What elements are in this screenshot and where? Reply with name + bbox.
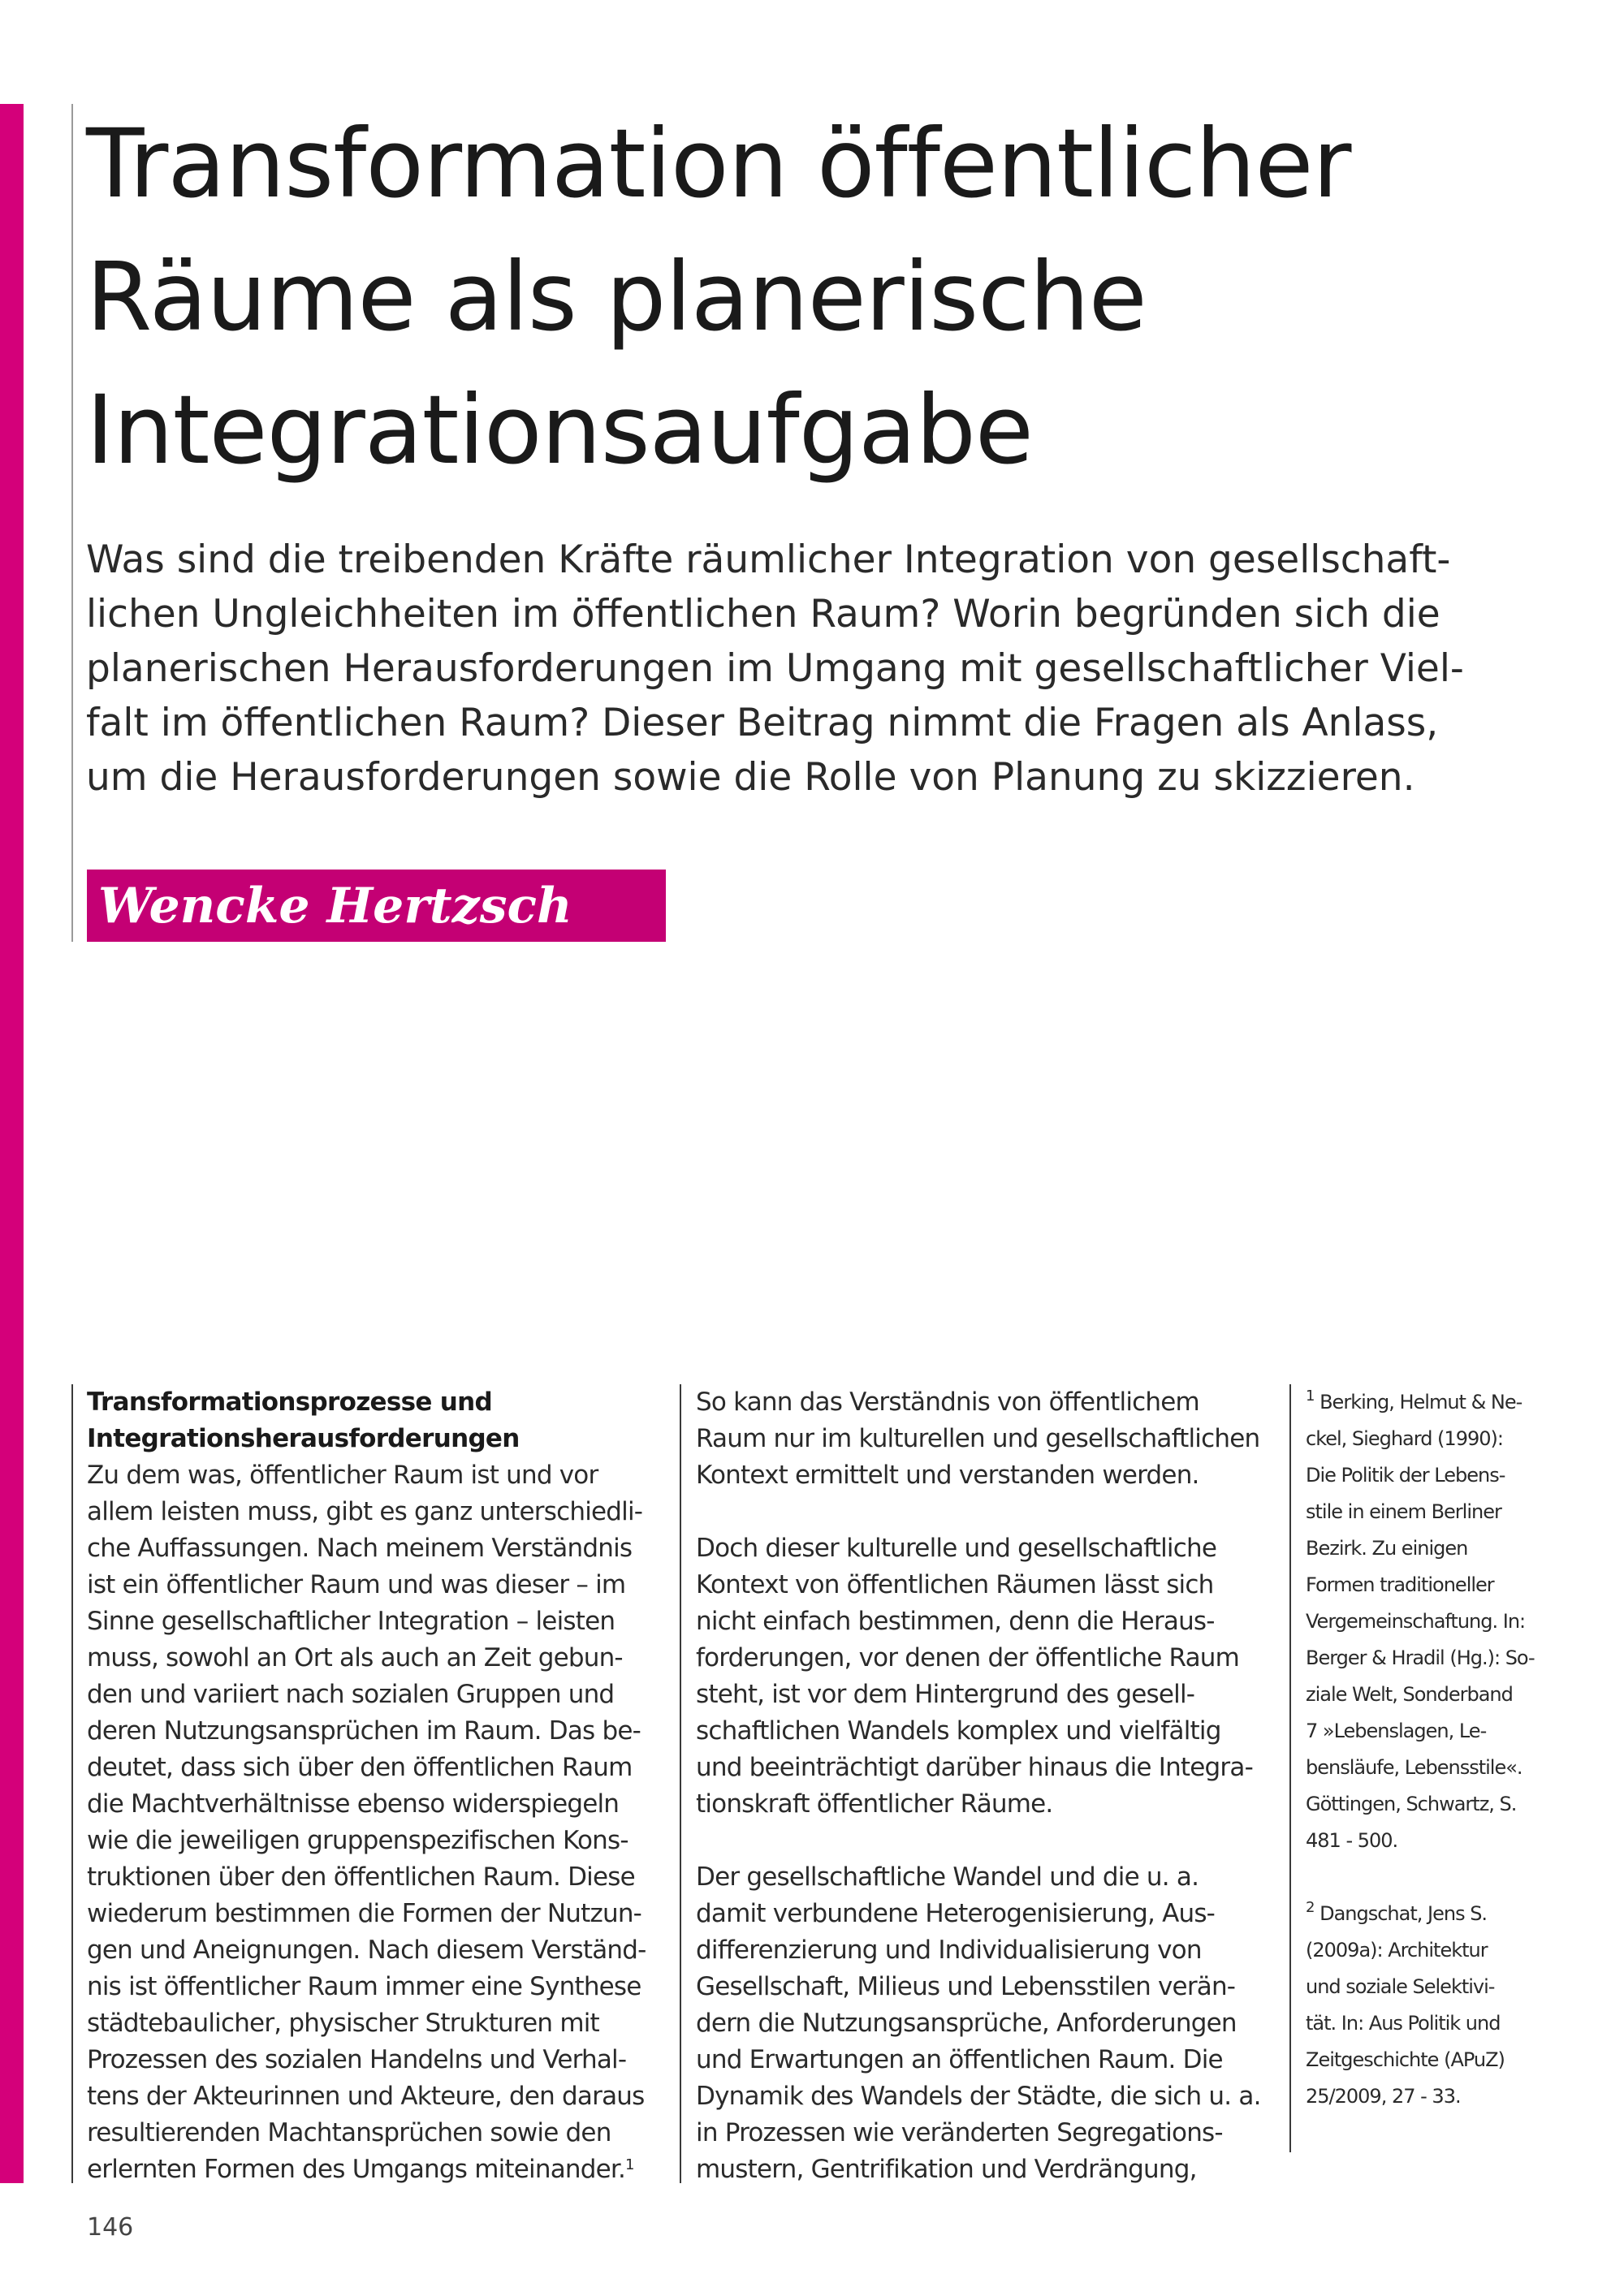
- page-number: 146: [87, 2213, 134, 2242]
- article-title: [86, 97, 1548, 497]
- magenta-accent-bar: [0, 104, 24, 2183]
- text-line: schaftlichen Wandels komplex und vielfältig: [696, 1716, 1221, 1746]
- footnote-text: 7 »Lebenslagen, Le-: [1306, 1720, 1487, 1742]
- footnote-gap: [1306, 1859, 1582, 1896]
- column-rule-2: [680, 1384, 681, 2183]
- text-line: wie die jeweiligen gruppenspezifischen Kons-: [87, 1826, 628, 1855]
- footnote-line: [1306, 1421, 1582, 1457]
- title-line: Transformation öffentlicher: [86, 108, 1351, 219]
- text-line: deutet, dass sich über den öffentlichen Raum: [87, 1753, 633, 1782]
- text-line: deren Nutzungsansprüchen im Raum. Das be-: [87, 1716, 641, 1746]
- author-name: Wencke Hertzsch: [98, 878, 572, 934]
- section-heading: [87, 1384, 672, 1457]
- text-line: Sinne gesellschaftlicher Integration – leisten: [87, 1607, 615, 1636]
- column-1-text: [87, 1457, 672, 2151]
- footnote-line: [1306, 1384, 1582, 1421]
- footnote-text: 481 - 500.: [1306, 1829, 1398, 1852]
- text-line: wiederum bestimmen die Formen der Nutzun-: [87, 1899, 642, 1928]
- text-line: städtebaulicher, physischer Strukturen mit: [87, 2009, 599, 2038]
- footnote-line: [1306, 1750, 1582, 1786]
- column-1-last-line: [87, 2151, 672, 2188]
- footnote-line: [1306, 2042, 1582, 2078]
- column-rule-3: [1289, 1384, 1291, 2152]
- footnote-text: Zeitgeschichte (APuZ): [1306, 2048, 1505, 2071]
- paragraph: [696, 1859, 1281, 2188]
- footnote-line: [1306, 1603, 1582, 1640]
- footnote-line: [1306, 1786, 1582, 1823]
- text-line: dern die Nutzungsansprüche, Anforderungen: [696, 2009, 1237, 2038]
- text-line: truktionen über den öffentlichen Raum. Diese: [87, 1862, 635, 1892]
- lead-line: um die Herausforderungen sowie die Rolle von Planung zu skizzieren.: [86, 755, 1415, 800]
- lead-line: falt im öffentlichen Raum? Dieser Beitrag nimmt die Fragen als Anlass,: [86, 701, 1439, 745]
- footnote-text: Berking, Helmut & Ne-: [1320, 1391, 1522, 1413]
- footnote-line: [1306, 2078, 1582, 2115]
- text-line: tens der Akteurinnen und Akteure, den daraus: [87, 2082, 645, 2111]
- footnote-number: 1: [1306, 1388, 1315, 1405]
- text-line: die Machtverhältnisse ebenso widerspiegeln: [87, 1789, 620, 1819]
- footnote-line: [1306, 1530, 1582, 1567]
- footnote-text: bensläufe, Lebensstile«.: [1306, 1756, 1522, 1779]
- text-line: steht, ist vor dem Hintergrund des gesell-: [696, 1680, 1195, 1709]
- text-line: den und variiert nach sozialen Gruppen und: [87, 1680, 615, 1709]
- text-line: Dynamik des Wandels der Städte, die sich u. a.: [696, 2082, 1261, 2111]
- text-line: Gesellschaft, Milieus und Lebensstilen verän-: [696, 1972, 1236, 2001]
- lead-line: lichen Ungleichheiten im öffentlichen Raum? Worin begründen sich die: [86, 592, 1440, 637]
- text-line: und beeinträchtigt darüber hinaus die Integra-: [696, 1753, 1253, 1782]
- text-line: nis ist öffentlicher Raum immer eine Synthese: [87, 1972, 641, 2001]
- author-box: [87, 870, 666, 942]
- footnote-line: [1306, 1677, 1582, 1713]
- footnote: [1306, 1896, 1582, 2115]
- footnote-text: 25/2009, 27 - 33.: [1306, 2085, 1461, 2108]
- paragraph: [696, 1384, 1281, 1494]
- footnote-text: und soziale Selektivi-: [1306, 1975, 1495, 1998]
- text-line: tionskraft öffentlicher Räume.: [696, 1789, 1053, 1819]
- body-column-1: [87, 1384, 672, 2188]
- footnote-number: 2: [1306, 1899, 1315, 1916]
- footnote-text: Formen traditioneller: [1306, 1573, 1494, 1596]
- footnote-line: [1306, 2005, 1582, 2042]
- body-column-2: [696, 1384, 1281, 2188]
- text-line: damit verbundene Heterogenisierung, Aus-: [696, 1899, 1216, 1928]
- text-line: differenzierung und Individualisierung von: [696, 1936, 1202, 1965]
- text-line: Zu dem was, öffentlicher Raum ist und vor: [87, 1461, 598, 1490]
- footnote-line: [1306, 1823, 1582, 1859]
- lead-line: Was sind die treibenden Kräfte räumlicher Integration von gesellschaft-: [86, 537, 1451, 582]
- column-rule-1: [71, 1384, 73, 2183]
- text-line: So kann das Verständnis von öffentlichem: [696, 1388, 1199, 1417]
- last-line-text: erlernten Formen des Umgangs miteinander.: [87, 2155, 626, 2184]
- footnote-text: tät. In: Aus Politik und: [1306, 2012, 1501, 2035]
- footnote-line: [1306, 1969, 1582, 2005]
- text-line: Doch dieser kulturelle und gesellschaftliche: [696, 1534, 1217, 1563]
- text-line: Prozessen des sozialen Handelns und Verhal-: [87, 2045, 627, 2074]
- footnote-text: Bezirk. Zu einigen: [1306, 1537, 1468, 1560]
- footnote-text: ckel, Sieghard (1990):: [1306, 1427, 1503, 1450]
- footnote-line: [1306, 1494, 1582, 1530]
- footnote-line: [1306, 1640, 1582, 1677]
- paragraph: [696, 1530, 1281, 1823]
- text-line: che Auffassungen. Nach meinem Verständnis: [87, 1534, 633, 1563]
- footnote-line: [1306, 1457, 1582, 1494]
- section-heading-line: Integrationsherausforderungen: [87, 1424, 520, 1453]
- footnote-text: Göttingen, Schwartz, S.: [1306, 1793, 1517, 1815]
- footnotes-column: [1306, 1384, 1582, 2115]
- text-line: gen und Aneignungen. Nach diesem Verständ-: [87, 1936, 646, 1965]
- paragraph-gap: [696, 1823, 1281, 1859]
- footnote-line: [1306, 1896, 1582, 1932]
- section-heading-line: Transformationsprozesse und: [87, 1388, 493, 1417]
- footnote-text: (2009a): Architektur: [1306, 1939, 1488, 1962]
- lead-line: planerischen Herausforderungen im Umgang mit gesellschaftlicher Viel-: [86, 646, 1464, 691]
- footnote-text: Die Politik der Lebens-: [1306, 1464, 1505, 1487]
- article-lead: [86, 533, 1548, 805]
- text-line: resultierenden Machtansprüchen sowie den: [87, 2118, 611, 2147]
- title-line: Räume als planerische: [86, 241, 1147, 352]
- text-line: forderungen, vor denen der öffentliche Raum: [696, 1643, 1240, 1672]
- text-line: ist ein öffentlicher Raum und was dieser – im: [87, 1570, 626, 1599]
- footnote-ref-1[interactable]: 1: [625, 2156, 634, 2173]
- footnote-text: Berger & Hradil (Hg.): So-: [1306, 1646, 1535, 1669]
- text-line: mustern, Gentrifikation und Verdrängung,: [696, 2155, 1197, 2184]
- text-line: Der gesellschaftliche Wandel und die u. a.: [696, 1862, 1199, 1892]
- footnote-text: Dangschat, Jens S.: [1320, 1902, 1488, 1925]
- footnote-line: [1306, 1932, 1582, 1969]
- text-line: und Erwartungen an öffentlichen Raum. Die: [696, 2045, 1223, 2074]
- text-line: Raum nur im kulturellen und gesellschaftlichen: [696, 1424, 1260, 1453]
- text-line: muss, sowohl an Ort als auch an Zeit gebun-: [87, 1643, 623, 1672]
- footnote-line: [1306, 1567, 1582, 1603]
- footnote-text: Vergemeinschaftung. In:: [1306, 1610, 1526, 1633]
- text-line: allem leisten muss, gibt es ganz unterschiedli-: [87, 1497, 643, 1526]
- text-line: nicht einfach bestimmen, denn die Heraus-: [696, 1607, 1215, 1636]
- footnote-line: [1306, 1713, 1582, 1750]
- footnote: [1306, 1384, 1582, 1859]
- title-line: Integrationsaufgabe: [86, 374, 1033, 486]
- text-line: in Prozessen wie veränderten Segregations-: [696, 2118, 1223, 2147]
- header-rule: [71, 104, 73, 942]
- paragraph-gap: [696, 1494, 1281, 1530]
- footnote-text: stile in einem Berliner: [1306, 1500, 1501, 1523]
- text-line: Kontext von öffentlichen Räumen lässt sich: [696, 1570, 1214, 1599]
- text-line: Kontext ermittelt und verstanden werden.: [696, 1461, 1199, 1490]
- footnote-text: ziale Welt, Sonderband: [1306, 1683, 1513, 1706]
